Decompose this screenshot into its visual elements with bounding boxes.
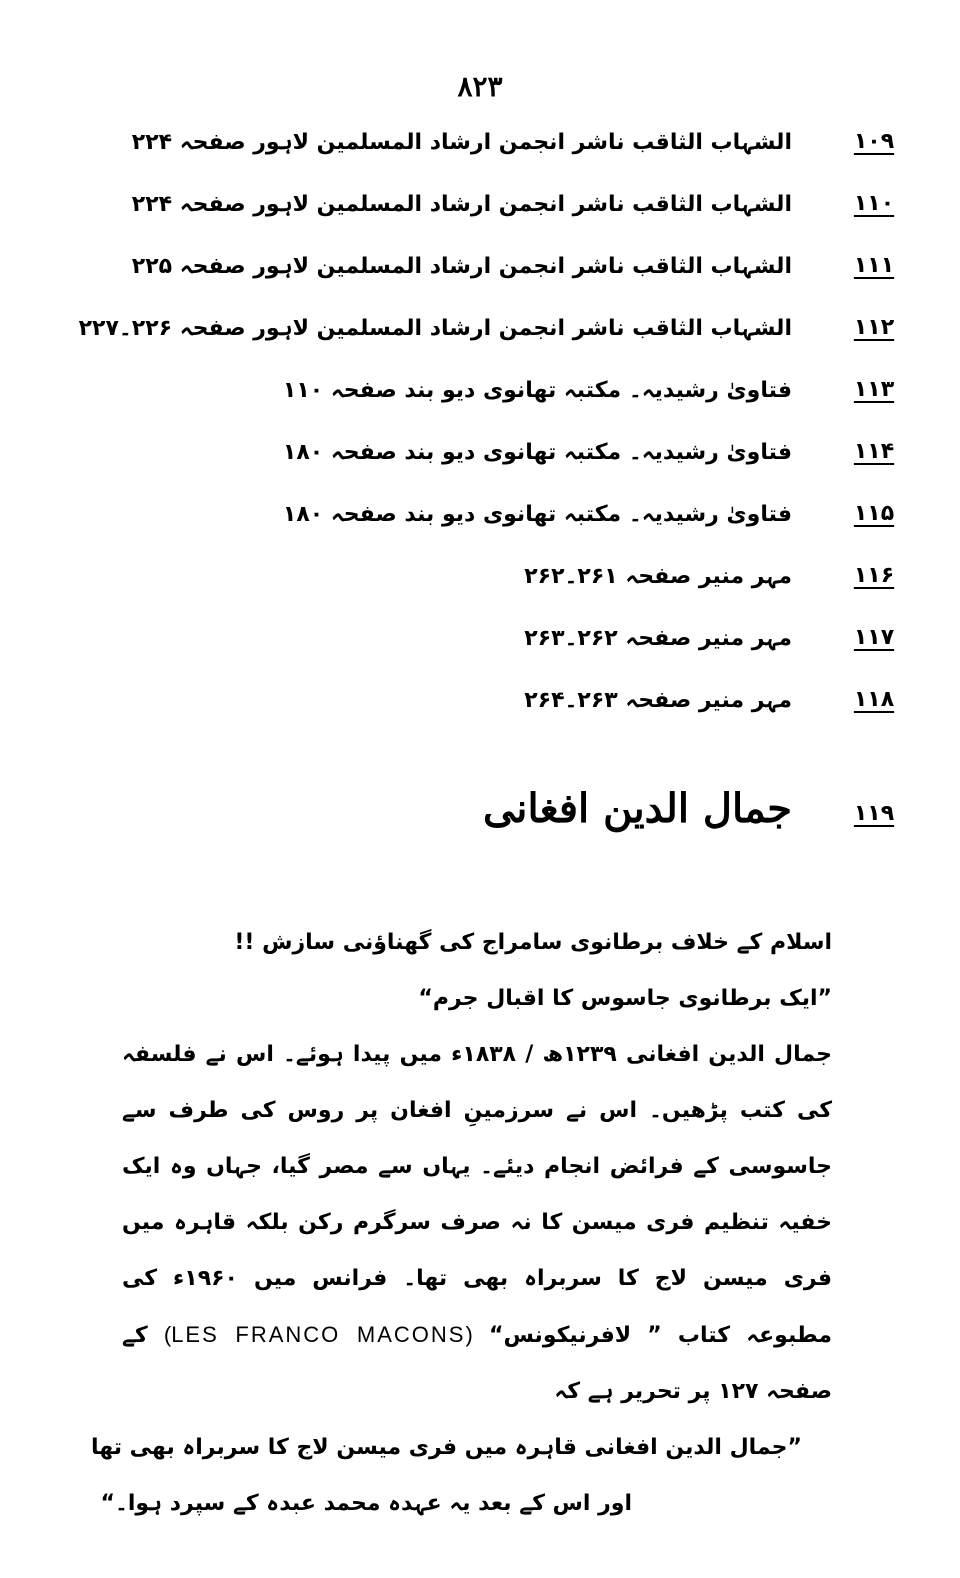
reference-number: ۱۱۸ bbox=[853, 687, 895, 712]
reference-text: مہر منیر صفحہ ۲۶۱۔۲۶۲ bbox=[524, 564, 792, 589]
reference-number: ۱۱۴ bbox=[853, 439, 895, 464]
reference-text: فتاویٰ رشیدیہ۔ مکتبہ تھانوی دیو بند صفحہ ۱۸۰ bbox=[282, 440, 792, 465]
reference-number: ۱۱۰ bbox=[853, 191, 895, 216]
reference-number: ۱۱۷ bbox=[853, 625, 895, 650]
reference-number: ۱۱۲ bbox=[853, 315, 895, 340]
reference-text: الشہاب الثاقب ناشر انجمن ارشاد المسلمین لاہور صفحہ ۲۲۴ bbox=[131, 192, 792, 217]
reference-item bbox=[32, 559, 912, 621]
page-number: ۸۲۳ bbox=[457, 70, 503, 103]
reference-item bbox=[32, 187, 912, 249]
reference-number: ۱۰۹ bbox=[853, 129, 895, 154]
headline: اسلام کے خلاف برطانوی سامراج کی گھناؤنی سازش !! bbox=[234, 930, 832, 955]
reference-item bbox=[32, 621, 912, 683]
section-number: ۱۱۹ bbox=[853, 801, 895, 826]
reference-text: فتاویٰ رشیدیہ۔ مکتبہ تھانوی دیو بند صفحہ ۱۸۰ bbox=[282, 502, 792, 527]
reference-text: الشہاب الثاقب ناشر انجمن ارشاد المسلمین لاہور صفحہ ۲۲۵ bbox=[131, 254, 792, 279]
quote-line: اور اس کے بعد یہ عہدہ محمد عبدہ کے سپرد ہوا۔“ bbox=[100, 1491, 632, 1516]
reference-text: مہر منیر صفحہ ۲۶۲۔۲۶۳ bbox=[524, 626, 792, 651]
reference-item bbox=[32, 435, 912, 497]
section-heading bbox=[32, 785, 912, 865]
block-quote bbox=[90, 1420, 832, 1532]
reference-number: ۱۱۱ bbox=[853, 253, 895, 278]
reference-text: مہر منیر صفحہ ۲۶۳۔۲۶۴ bbox=[524, 688, 792, 713]
body-text bbox=[122, 915, 832, 1420]
reference-item bbox=[32, 249, 912, 311]
reference-number: ۱۱۶ bbox=[853, 563, 895, 588]
paragraph-text-end: کے صفحہ ۱۲۷ پر تحریر ہے کہ bbox=[122, 1323, 832, 1404]
reference-item bbox=[32, 497, 912, 559]
reference-number: ۱۱۵ bbox=[853, 501, 895, 526]
reference-number: ۱۱۳ bbox=[853, 377, 895, 402]
reference-text: فتاویٰ رشیدیہ۔ مکتبہ تھانوی دیو بند صفحہ ۱۱۰ bbox=[282, 378, 792, 403]
latin-book-title: (LES FRANCO MACONS) bbox=[163, 1322, 473, 1347]
subheadline: ”ایک برطانوی جاسوس کا اقبال جرم“ bbox=[418, 986, 832, 1011]
reference-item bbox=[32, 373, 912, 435]
section-title: جمال الدین افغانی bbox=[482, 785, 792, 832]
quote-line: ”جمال الدین افغانی قاہرہ میں فری میسن لاج کا سربراہ بھی تھا bbox=[90, 1435, 802, 1460]
reference-item bbox=[32, 311, 912, 373]
references-list bbox=[32, 125, 912, 745]
paragraph-text: جمال الدین افغانی ۱۲۳۹ھ / ۱۸۳۸ء میں پیدا ہوئے۔ اس نے فلسفہ کی کتب پڑھیں۔ اس نے سرزمینِ افغان پر روس کی طرف سے جاسوسی کے فرائض انجام دیئے۔ یہاں سے مصر گیا، جہاں وہ ایک خفیہ تنظیم فری میسن کا نہ صرف سرگرم رکن بلکہ قاہرہ میں فری میسن لاج کا سربراہ بھی تھا۔ فرانس میں ۱۹۶۰ء کی مطبوعہ کتاب ” لافرنیکونس“ bbox=[122, 1042, 832, 1348]
reference-item bbox=[32, 125, 912, 187]
paragraph bbox=[122, 1027, 832, 1420]
reference-item bbox=[32, 683, 912, 745]
reference-text: الشہاب الثاقب ناشر انجمن ارشاد المسلمین لاہور صفحہ ۲۲۴ bbox=[131, 130, 792, 155]
reference-text: الشہاب الثاقب ناشر انجمن ارشاد المسلمین لاہور صفحہ ۲۲۶۔۲۲۷ bbox=[78, 316, 792, 341]
